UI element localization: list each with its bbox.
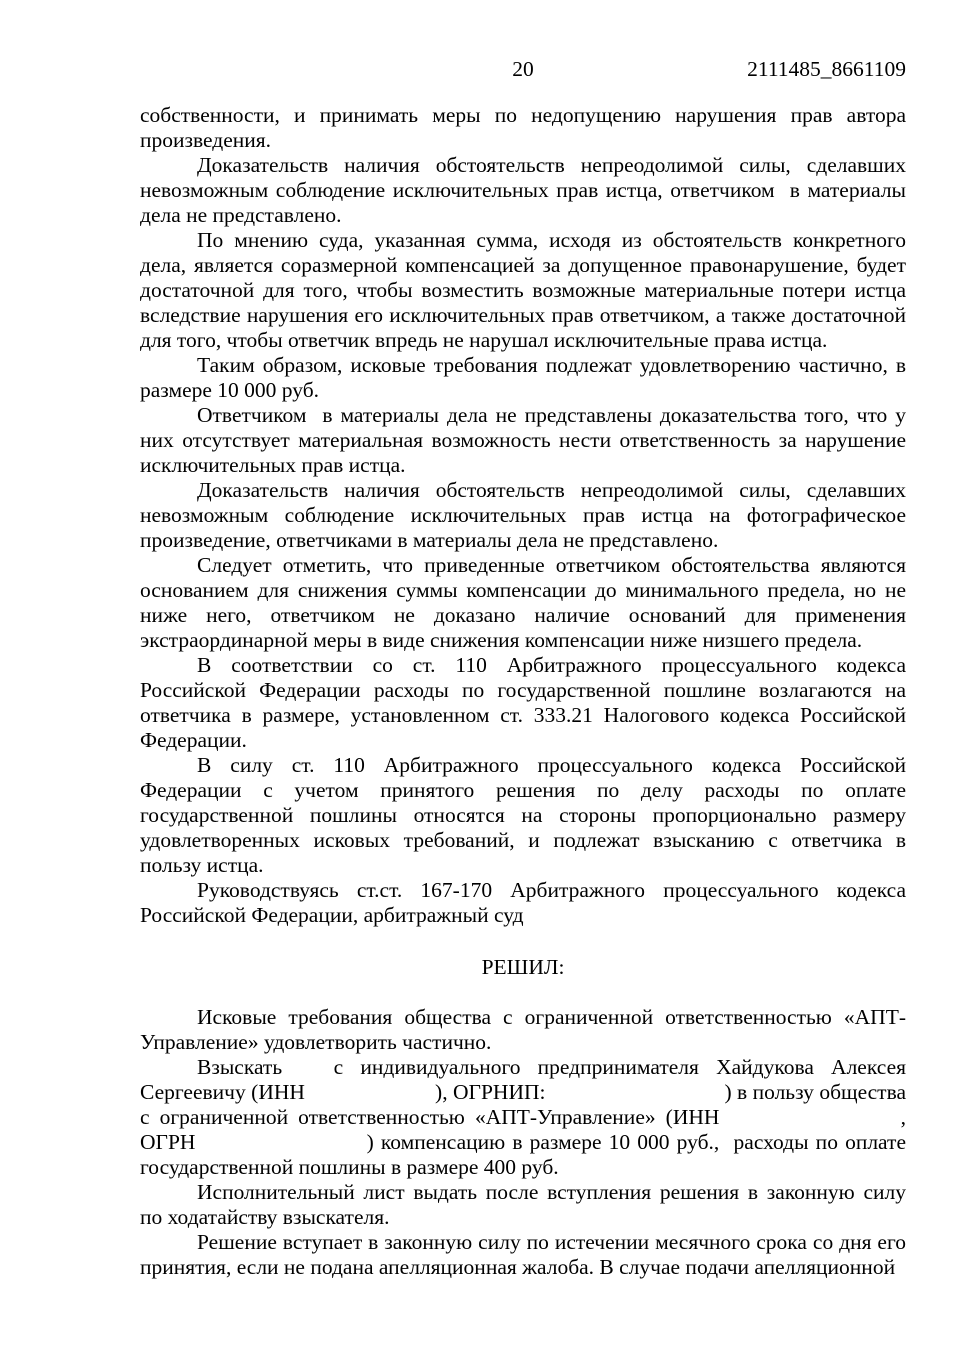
paragraph: Ответчиком в материалы дела не представлены доказательства того, что у них отсутствует материальная возможность нести ответственность за нарушение исключительных прав истца.	[140, 403, 906, 477]
paragraph: Руководствуясь ст.ст. 167-170 Арбитражного процессуального кодекса Российской Федерации, арбитражный суд	[140, 878, 906, 927]
paragraph: Решение вступает в законную силу по истечении месячного срока со дня его принятия, если не подана апелляционная жалоба. В случае подачи апелляционной	[140, 1230, 906, 1279]
paragraph: Следует отметить, что приведенные ответчиком обстоятельства являются основанием для снижения суммы компенсации до минимального предела, но не ниже него, ответчиком не доказано наличие оснований для применения экстраординарной меры в виде снижения компенсации ниже низшего предела.	[140, 553, 906, 652]
paragraph: В соответствии со ст. 110 Арбитражного процессуального кодекса Российской Федерации расходы по государственной пошлине возлагаются на ответчика в размере, установленном ст. 333.21 Налогового кодекса Российской Федерации.	[140, 653, 906, 752]
paragraph: Доказательств наличия обстоятельств непреодолимой силы, сделавших невозможным соблюдение исключительных прав истца, ответчиком в материалы дела не представлено.	[140, 153, 906, 227]
paragraph: собственности, и принимать меры по недопущению нарушения прав автора произведения.	[140, 103, 906, 152]
decision-text	[140, 103, 906, 1280]
paragraph: В силу ст. 110 Арбитражного процессуального кодекса Российской Федерации с учетом принятого решения по делу расходы по оплате государственной пошлины относятся на стороны пропорционально размеру удовлетворенных исковых требований, и подлежат взысканию с ответчика в пользу истца.	[140, 753, 906, 877]
paragraph: Исковые требования общества с ограниченной ответственностью «АПТ-Управление» удовлетворить частично.	[140, 1005, 906, 1054]
paragraph: Доказательств наличия обстоятельств непреодолимой силы, сделавших невозможным соблюдение исключительных прав истца на фотографическое произведение, ответчиками в материалы дела не представлено.	[140, 478, 906, 552]
paragraph: Взыскать с индивидуального предпринимателя Хайдукова Алексея Сергеевичу (ИНН ), ОГРНИП: ) в пользу общества с ограниченной ответственностью «АПТ-Управление» (ИНН , ОГРН ) компенсацию в размере 10 000 руб., расходы по оплате государственной пошлины в размере 400 руб.	[140, 1055, 906, 1179]
page-header	[140, 57, 906, 82]
paragraph: Таким образом, исковые требования подлежат удовлетворению частично, в размере 10 000 руб.	[140, 353, 906, 402]
case-number: 2111485_8661109	[747, 57, 906, 81]
page-number: 20	[512, 57, 534, 81]
decision-heading: РЕШИЛ:	[481, 955, 565, 979]
paragraph: По мнению суда, указанная сумма, исходя из обстоятельств конкретного дела, является соразмерной компенсацией за допущенное правонарушение, будет достаточной для того, чтобы возместить возможные материальные потери истца вследствие нарушения его исключительных прав ответчиком, а также достаточной для того, чтобы ответчик впредь не нарушал исключительные права истца.	[140, 228, 906, 352]
paragraph: Исполнительный лист выдать после вступления решения в законную силу по ходатайству взыскателя.	[140, 1180, 906, 1229]
